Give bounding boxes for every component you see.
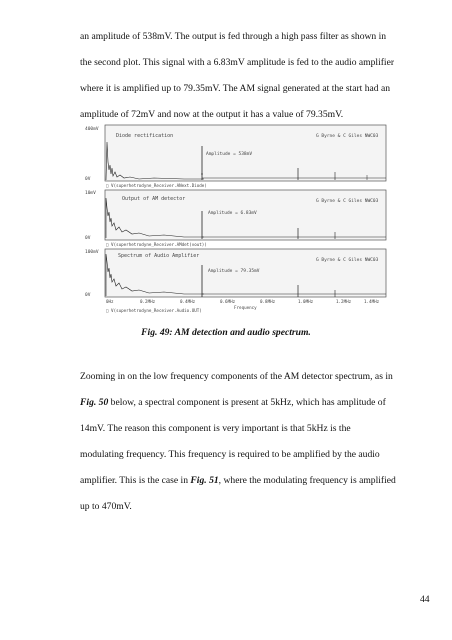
figure-caption: Fig. 49: AM detection and audio spectrum. <box>141 327 311 338</box>
x-tick-label: 0Hz <box>106 299 114 304</box>
text-line <box>80 390 390 416</box>
panel-author: G Byrne & C Giles NWC03 <box>316 134 379 139</box>
y-top-label: 100mV <box>85 250 99 255</box>
text-line: Zooming in on the low frequency components of the AM detector spectrum, as in <box>80 371 393 382</box>
y-bottom-label: 0V <box>85 293 91 298</box>
x-axis-label: Frequency <box>234 305 257 310</box>
y-bottom-label: 0V <box>85 236 91 241</box>
text-line: 14mV. The reason this component is very important is that 5kHz is the <box>80 423 351 434</box>
text-line: amplitude of 72mV and now at the output it has a value of 79.35mV. <box>80 109 344 120</box>
text-line: an amplitude of 538mV. The output is fed through a high pass filter as shown in <box>80 31 387 42</box>
x-tick-label: 0.4MHz <box>180 299 196 304</box>
trace-label: □ V(superhetrodyne_Receiver.ANext.Diode) <box>106 183 207 188</box>
trace-label: □ V(superhetrodyne_Receiver.Audio.OUT) <box>106 308 202 313</box>
x-tick-label: 1.0MHz <box>298 299 314 304</box>
amplitude-marker: Amplitude = 79.35mV <box>208 269 260 274</box>
spectrum-figure <box>84 122 390 324</box>
y-top-label: 10mV <box>85 191 96 196</box>
panel-diode-rectification <box>85 125 386 188</box>
text-line: where it is amplified up to 79.35mV. The AM signal generated at the start had an <box>80 83 391 94</box>
x-tick-label: 1.4MHz <box>364 299 380 304</box>
panel-title: Output of AM detector <box>122 196 186 202</box>
text-span: , where the modulating frequency is amplified <box>218 475 396 486</box>
trace-label: □ V(superhetrodyne_Receiver.AMdet(vout)) <box>106 242 207 247</box>
amplitude-marker: Amplitude = 538mV <box>206 152 253 157</box>
text-line: up to 470mV. <box>80 501 132 512</box>
amplitude-marker: Amplitude = 6.83mV <box>208 211 257 216</box>
paragraph-intro <box>80 24 395 128</box>
text-line <box>80 468 396 494</box>
panel-title: Spectrum of Audio Amplifier <box>118 253 200 259</box>
panel-am-detector-output <box>85 190 386 247</box>
page-number: 44 <box>420 594 430 605</box>
panel-author: G Byrne & C Giles NWC03 <box>316 258 379 263</box>
panel-title: Diode rectification <box>116 133 174 139</box>
text-span: amplifier. This is the case in <box>80 475 191 486</box>
y-top-label: 400mV <box>85 127 99 132</box>
text-line: the second plot. This signal with a 6.83mV amplitude is fed to the audio amplifier <box>80 57 395 68</box>
figure-reference: Fig. 51 <box>190 475 219 486</box>
x-tick-label: 0.2MHz <box>140 299 156 304</box>
figure-reference: Fig. 50 <box>80 397 109 408</box>
x-tick-label: 0.6MHz <box>220 299 236 304</box>
x-tick-label: 1.2MHz <box>336 299 352 304</box>
spectrum-plot-svg <box>84 122 390 324</box>
x-tick-label: 0.8MHz <box>260 299 276 304</box>
text-span: below, a spectral component is present at 5kHz, which has amplitude of <box>108 397 386 408</box>
y-bottom-label: 0V <box>85 177 91 182</box>
text-line: modulating frequency. This frequency is required to be amplified by the audio <box>80 449 380 460</box>
paragraph-zoom <box>80 364 396 520</box>
panel-author: G Byrne & C Giles NWC03 <box>316 199 379 204</box>
